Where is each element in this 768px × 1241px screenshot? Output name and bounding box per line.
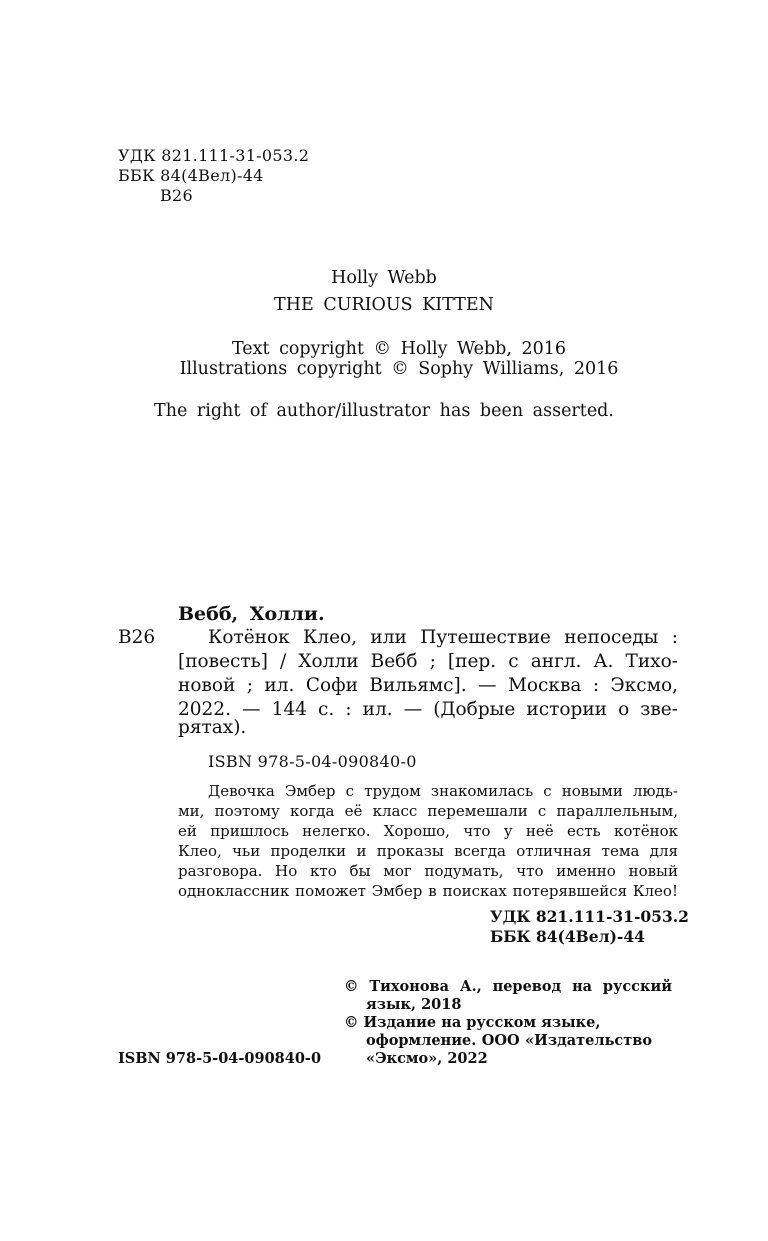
text-copyright: Text copyright © Holly Webb, 2016 bbox=[231, 339, 567, 359]
annotation-line: разговора. Но кто бы мог подумать, что именно новый bbox=[178, 862, 678, 880]
annotation-line: ей пришлось нелегко. Хорошо, что у неё есть котёнок bbox=[178, 822, 678, 840]
catalog-line: 2022. — 144 с. : ил. — (Добрые истории о зве- bbox=[178, 699, 678, 720]
annotation-line: Клео, чьи проделки и проказы всегда отличная тема для bbox=[178, 842, 678, 860]
rights-statement: The right of author/illustrator has been asserted. bbox=[154, 401, 614, 421]
annotation-line: одноклассник поможет Эмбер в поисках потерявшейся Клео! bbox=[178, 882, 678, 900]
illustrations-copyright: Illustrations copyright © Sophy Williams, 2016 bbox=[179, 359, 619, 379]
translation-copyright-line: © Тихонова А., перевод на русский bbox=[344, 978, 672, 995]
catalog-sign: В26 bbox=[118, 627, 156, 648]
catalog-line: рятах). bbox=[178, 717, 247, 738]
catalog-isbn: ISBN 978-5-04-090840-0 bbox=[208, 752, 417, 771]
udk-code: УДК 821.111-31-053.2 bbox=[118, 146, 310, 165]
bbk-code: ББК 84(4Вел)-44 bbox=[118, 166, 264, 185]
catalog-heading: Вебб, Холли. bbox=[178, 603, 325, 625]
annotation-line: Девочка Эмбер с трудом знакомилась с новыми людь- bbox=[208, 782, 678, 800]
original-author: Holly Webb bbox=[331, 268, 437, 288]
bottom-udk-code: УДК 821.111-31-053.2 bbox=[490, 907, 689, 926]
edition-copyright-line: оформление. ООО «Издательство bbox=[366, 1032, 652, 1049]
original-title: THE CURIOUS KITTEN bbox=[274, 295, 494, 315]
edition-copyright-line: © Издание на русском языке, bbox=[344, 1014, 601, 1031]
bottom-bbk-code: ББК 84(4Вел)-44 bbox=[490, 927, 645, 946]
bottom-isbn: ISBN 978-5-04-090840-0 bbox=[118, 1050, 322, 1067]
catalog-line: новой ; ил. Софи Вильямс]. — Москва : Эксмо, bbox=[178, 675, 678, 696]
catalog-line: [повесть] / Холли Вебб ; [пер. с англ. А. Тихо- bbox=[178, 651, 678, 672]
catalog-line: Котёнок Клео, или Путешествие непоседы : bbox=[208, 627, 678, 648]
edition-copyright-line: «Эксмо», 2022 bbox=[366, 1050, 488, 1067]
annotation-line: ми, поэтому когда её класс перемешали с параллельным, bbox=[178, 802, 678, 820]
translation-copyright-line: язык, 2018 bbox=[366, 996, 462, 1013]
author-sign: В26 bbox=[160, 186, 194, 205]
